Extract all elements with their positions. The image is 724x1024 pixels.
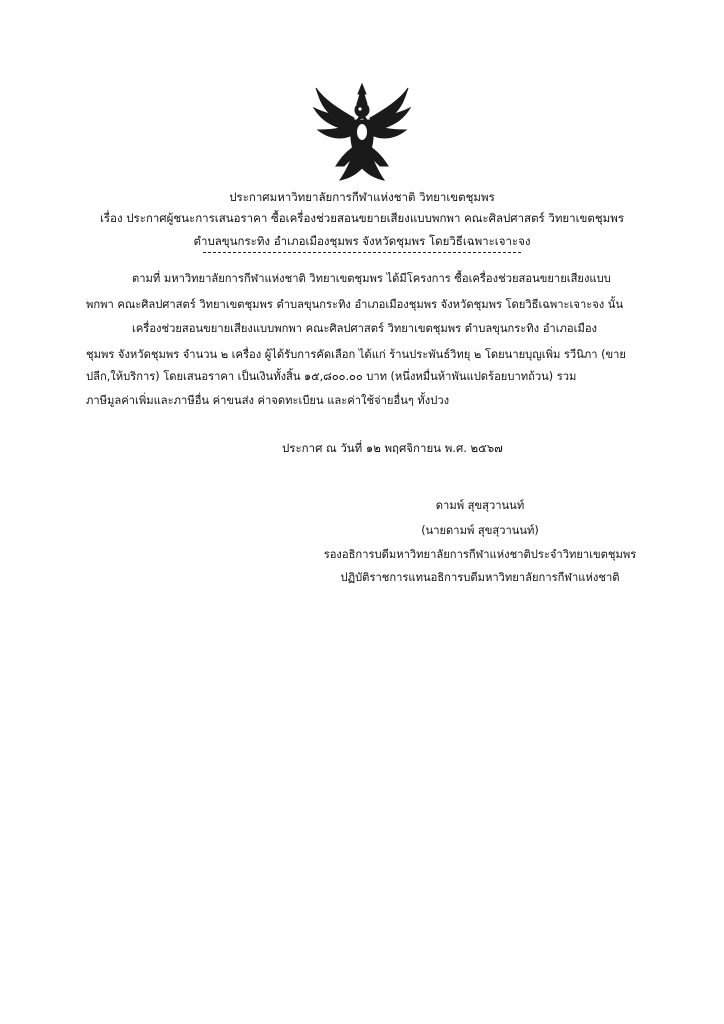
announcement-subject: เรื่อง ประกาศผู้ชนะการเสนอราคา ซื้อเครื่องช่วยสอนขยายเสียงแบบพกพา คณะศิลปศาสตร์ วิทยาเขตชุมพร [99, 211, 625, 225]
announcement-date: ประกาศ ณ วันที่ ๑๒ พฤศจิกายน พ.ศ. ๒๕๖๗ [282, 441, 503, 455]
paragraph-2-line-1: เครื่องช่วยสอนขยายเสียงแบบพกพา คณะศิลปศาสตร์ วิทยาเขตชุมพร ตำบลขุนกระทิง อำเภอเมือง [132, 322, 598, 335]
paragraph-2-line-2: ชุมพร จังหวัดชุมพร จำนวน ๒ เครื่อง ผู้ได้รับการคัดเลือก ได้แก่ ร้านประพันธ์วิทยุ ๒ โดยนายบุญเพิ่ม รวีนิภา (ขาย [86, 348, 626, 361]
announcement-title: ประกาศมหาวิทยาลัยการกีฬาแห่งชาติ วิทยาเขตชุมพร [229, 190, 495, 204]
paragraph-1-line-2: พกพา คณะศิลปศาสตร์ วิทยาเขตชุมพร ตำบลขุนกระทิง อำเภอเมืองชุมพร จังหวัดชุมพร โดยวิธีเฉพาะเจาะจง นั้น [86, 298, 624, 311]
garuda-emblem-icon [310, 82, 414, 184]
signatory-name: ดามพ์ สุขสุวานนท์ [435, 499, 525, 512]
signatory-full-name: (นายดามพ์ สุขสุวานนท์) [421, 524, 539, 537]
paragraph-2-line-4: ภาษีมูลค่าเพิ่มและภาษีอื่น ค่าขนส่ง ค่าจดทะเบียน และค่าใช้จ่ายอื่นๆ ทั้งปวง [86, 394, 450, 407]
header-divider [203, 252, 521, 253]
announcement-subject-continued: ตำบลขุนกระทิง อำเภอเมืองชุมพร จังหวัดชุมพร โดยวิธีเฉพาะเจาะจง [193, 234, 531, 248]
paragraph-1-line-1: ตามที่ มหาวิทยาลัยการกีฬาแห่งชาติ วิทยาเขตชุมพร ได้มีโครงการ ซื้อเครื่องช่วยสอนขยายเสียงแบบ [132, 272, 611, 285]
signatory-acting-position: ปฏิบัติราชการแทนอธิการบดีมหาวิทยาลัยการกีฬาแห่งชาติ [340, 571, 620, 584]
signatory-position: รองอธิการบดีมหาวิทยาลัยการกีฬาแห่งชาติประจำวิทยาเขตชุมพร [323, 548, 637, 561]
paragraph-2-line-3: ปลีก,ให้บริการ) โดยเสนอราคา เป็นเงินทั้งสิ้น ๑๕,๘๐๐.๐๐ บาท (หนึ่งหมื่นห้าพันแปดร้อยบาทถ้วน) รวม [86, 370, 577, 383]
